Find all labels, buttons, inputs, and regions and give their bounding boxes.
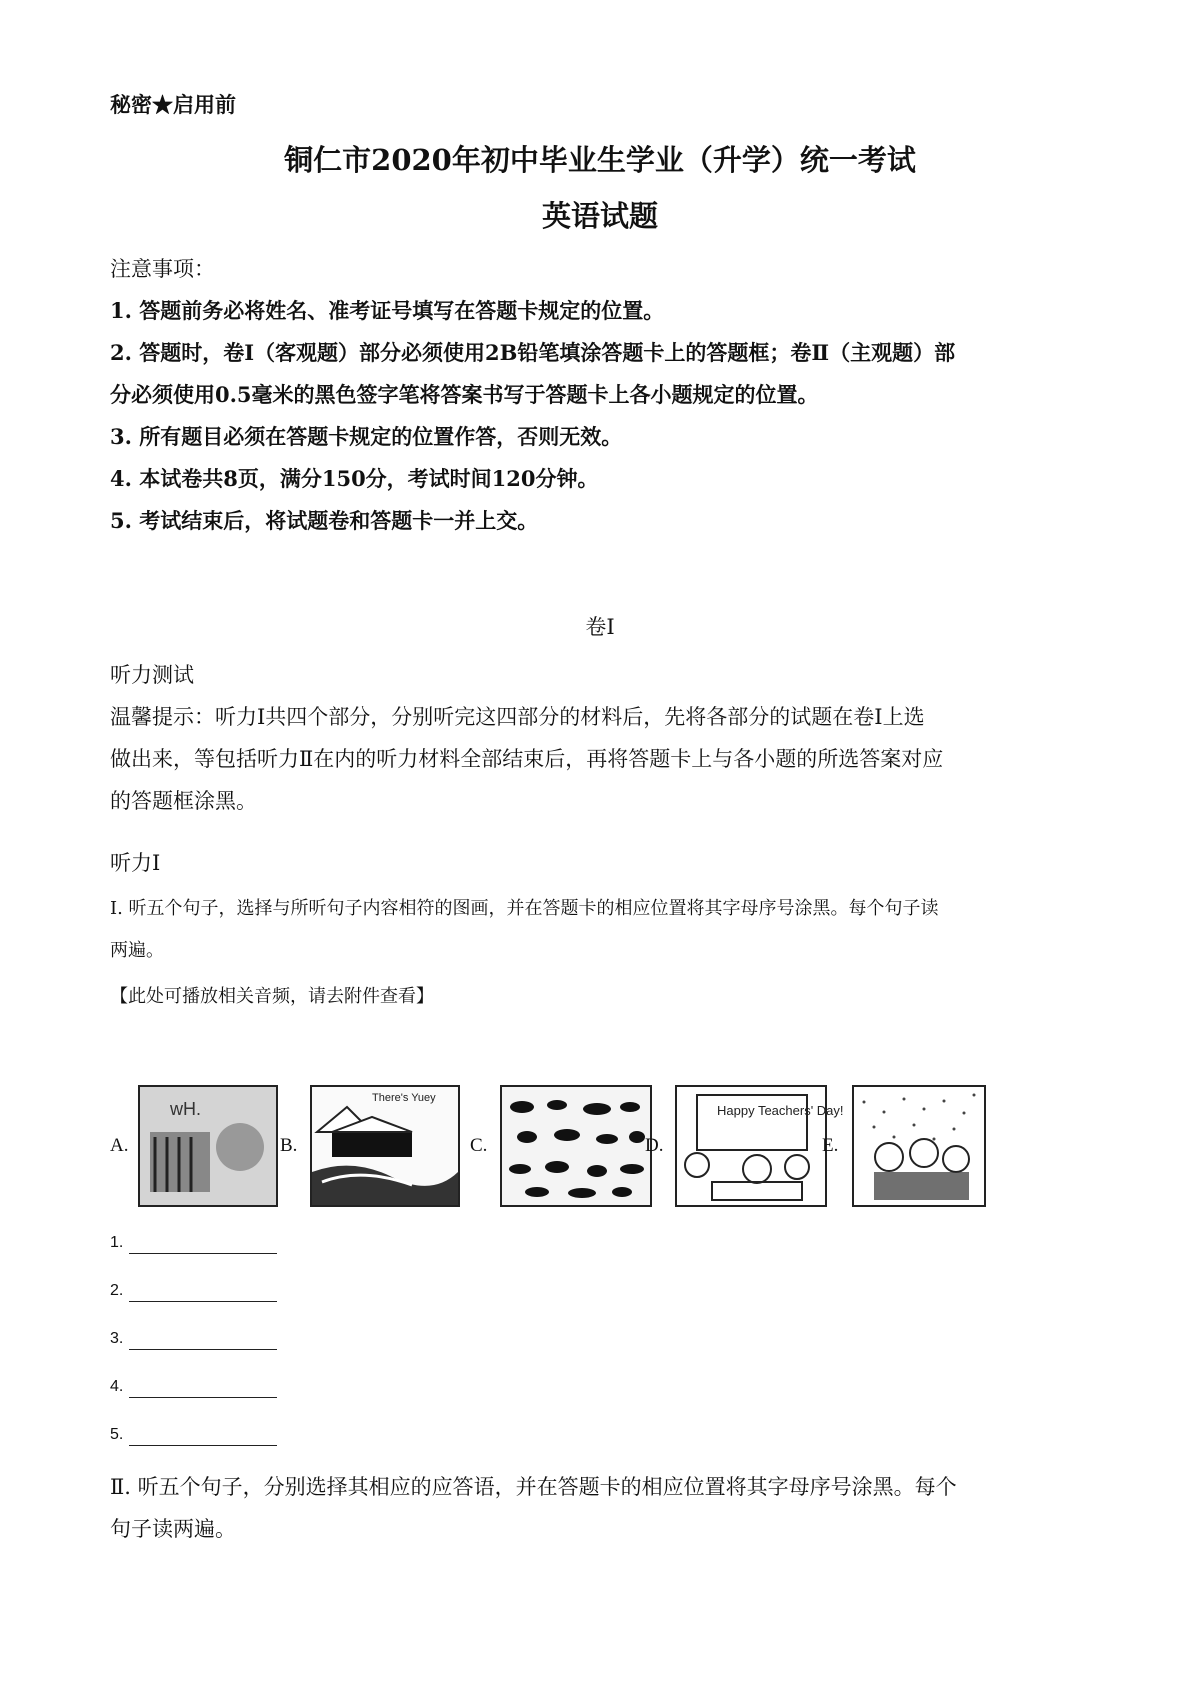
notice-item: 5. 考试结束后，将试题卷和答题卡一并上交。 [110, 508, 539, 533]
answer-underline [129, 1333, 277, 1350]
snow-image [852, 1085, 986, 1207]
picture-text: There's Yuey [372, 1092, 436, 1104]
part1-line: 两遍。 [110, 940, 164, 961]
part2-instructions [110, 1466, 1100, 1550]
tip-line: 温馨提示：听力Ⅰ共四个部分，分别听完这四部分的材料后，先将各部分的试题在卷Ⅰ上选 [110, 705, 925, 729]
picture-letter: B. [280, 1135, 298, 1156]
notice-item: 2. 答题时，卷Ⅰ（客观题）部分必须使用2B铅笔填涂答题卡上的答题框；卷Ⅱ（主观题）部 [110, 340, 956, 365]
picture-letter: D. [645, 1135, 664, 1156]
exam-subtitle: 英语试题 [541, 199, 658, 233]
answer-blank-4[interactable] [110, 1376, 277, 1398]
picture-options [110, 1085, 1100, 1215]
tip-line: 的答题框涂黑。 [110, 789, 257, 813]
notice-item: 3. 所有题目必须在答题卡规定的位置作答，否则无效。 [110, 424, 623, 449]
notice-heading: 注意事项： [110, 257, 215, 281]
answer-underline [129, 1285, 277, 1302]
animals-image [500, 1085, 652, 1207]
teachers-day-image [675, 1085, 844, 1207]
picture-letter: C. [470, 1135, 488, 1156]
answer-blank-5[interactable] [110, 1424, 277, 1446]
answer-underline [129, 1429, 277, 1446]
tip-line: 做出来，等包括听力Ⅱ在内的听力材料全部结束后，再将答题卡上与各小题的所选答案对应 [110, 747, 944, 771]
part2-line: Ⅱ. 听五个句子，分别选择其相应的应答语，并在答题卡的相应位置将其字母序号涂黑。每个 [110, 1475, 957, 1499]
secret-label: 秘密★启用前 [110, 92, 236, 117]
answer-number: 3. [110, 1330, 124, 1347]
answer-blank-3[interactable] [110, 1328, 277, 1350]
answer-blank-2[interactable] [110, 1280, 277, 1302]
listening-title: 听力测试 [110, 663, 194, 687]
notice-item: 1. 答题前务必将姓名、准考证号填写在答题卡规定的位置。 [110, 298, 665, 323]
notice-item: 分必须使用0.5毫米的黑色签字笔将答案书写于答题卡上各小题规定的位置。 [110, 382, 819, 407]
part1-line: Ⅰ. 听五个句子，选择与所听句子内容相符的图画，并在答题卡的相应位置将其字母序号涂黑。每个句子读 [110, 898, 939, 919]
village-image [310, 1085, 460, 1207]
picture-text: Happy Teachers' Day! [717, 1103, 844, 1118]
answer-underline [129, 1381, 277, 1398]
answer-number: 1. [110, 1234, 124, 1251]
answer-number: 2. [110, 1282, 124, 1299]
listening-one-heading: 听力Ⅰ [110, 851, 161, 875]
part2-line: 句子读两遍。 [110, 1517, 236, 1541]
notice-item: 4. 本试卷共8页，满分150分，考试时间120分钟。 [110, 466, 599, 491]
picture-letter: E. [822, 1135, 839, 1156]
part1-instructions [110, 888, 1100, 972]
listening-tip [110, 696, 1100, 822]
notice-list [110, 290, 1100, 542]
picture-letter: A. [110, 1135, 129, 1156]
answer-number: 5. [110, 1426, 124, 1443]
exam-title: 铜仁市2020年初中毕业生学业（升学）统一考试 [284, 143, 916, 177]
answer-blank-1[interactable] [110, 1232, 277, 1254]
volume-label: 卷Ⅰ [585, 615, 615, 639]
answer-underline [129, 1237, 277, 1254]
audio-note: 【此处可播放相关音频，请去附件查看】 [110, 986, 434, 1007]
classroom-image [138, 1085, 278, 1207]
answer-number: 4. [110, 1378, 124, 1395]
picture-text: wH. [170, 1099, 201, 1119]
